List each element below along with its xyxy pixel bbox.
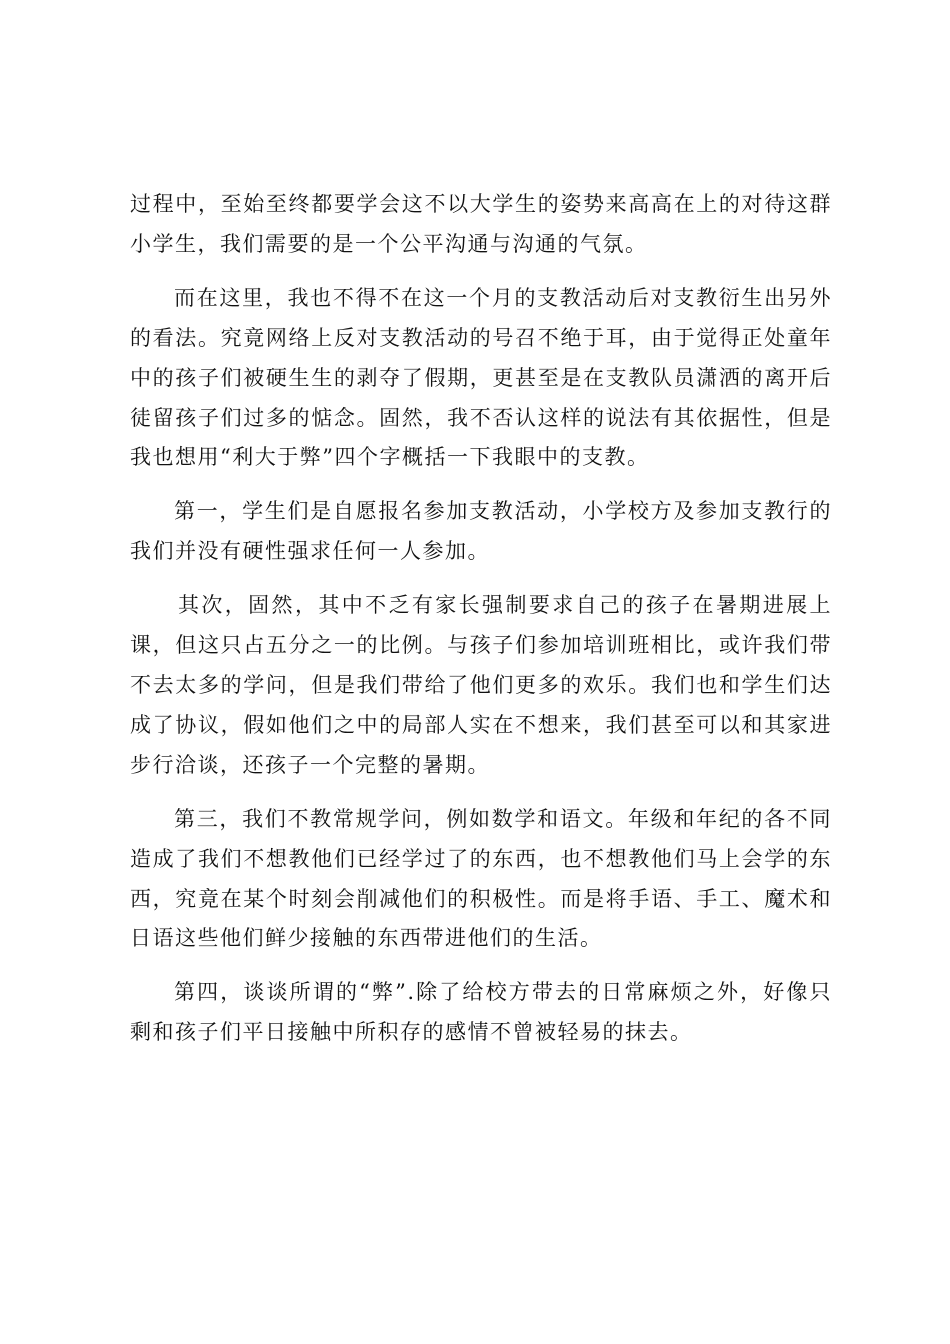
paragraph-1: 过程中，至始至终都要学会这不以大学生的姿势来高高在上的对待这群小学生，我们需要的是一个公平沟通与沟通的气氛。 <box>130 192 832 256</box>
paragraph-4: 其次，固然，其中不乏有家长强制要求自己的孩子在暑期进展上课，但这只占五分之一的比例。与孩子们参加培训班相比，或许我们带不去太多的学问，但是我们带给了他们更多的欢乐。我们也和学生们达成了协议，假如他们之中的局部人实在不想来，我们甚至可以和其家进步行洽谈，还孩子一个完整的暑期。 <box>130 593 832 777</box>
paragraph-2: 而在这里，我也不得不在这一个月的支教活动后对支教衍生出另外的看法。究竟网络上反对支教活动的号召不绝于耳，由于觉得正处童年中的孩子们被硬生生的剥夺了假期，更甚至是在支教队员潇洒的离开后徒留孩子们过多的惦念。固然，我不否认这样的说法有其依据性，但是我也想用“利大于弊”四个字概括一下我眼中的支教。 <box>130 285 832 470</box>
paragraph-5: 第三，我们不教常规学问，例如数学和语文。年级和年纪的各不同造成了我们不想教他们已经学过了的东西，也不想教他们马上会学的东西，究竟在某个时刻会削减他们的积极性。而是将手语、手工、魔术和日语这些他们鲜少接触的东西带进他们的生活。 <box>130 806 832 951</box>
paragraph-6: 第四，谈谈所谓的“弊”.除了给校方带去的日常麻烦之外，好像只剩和孩子们平日接触中所积存的感情不曾被轻易的抹去。 <box>130 980 832 1045</box>
paragraph-3: 第一，学生们是自愿报名参加支教活动，小学校方及参加支教行的我们并没有硬性强求任何一人参加。 <box>130 499 832 564</box>
